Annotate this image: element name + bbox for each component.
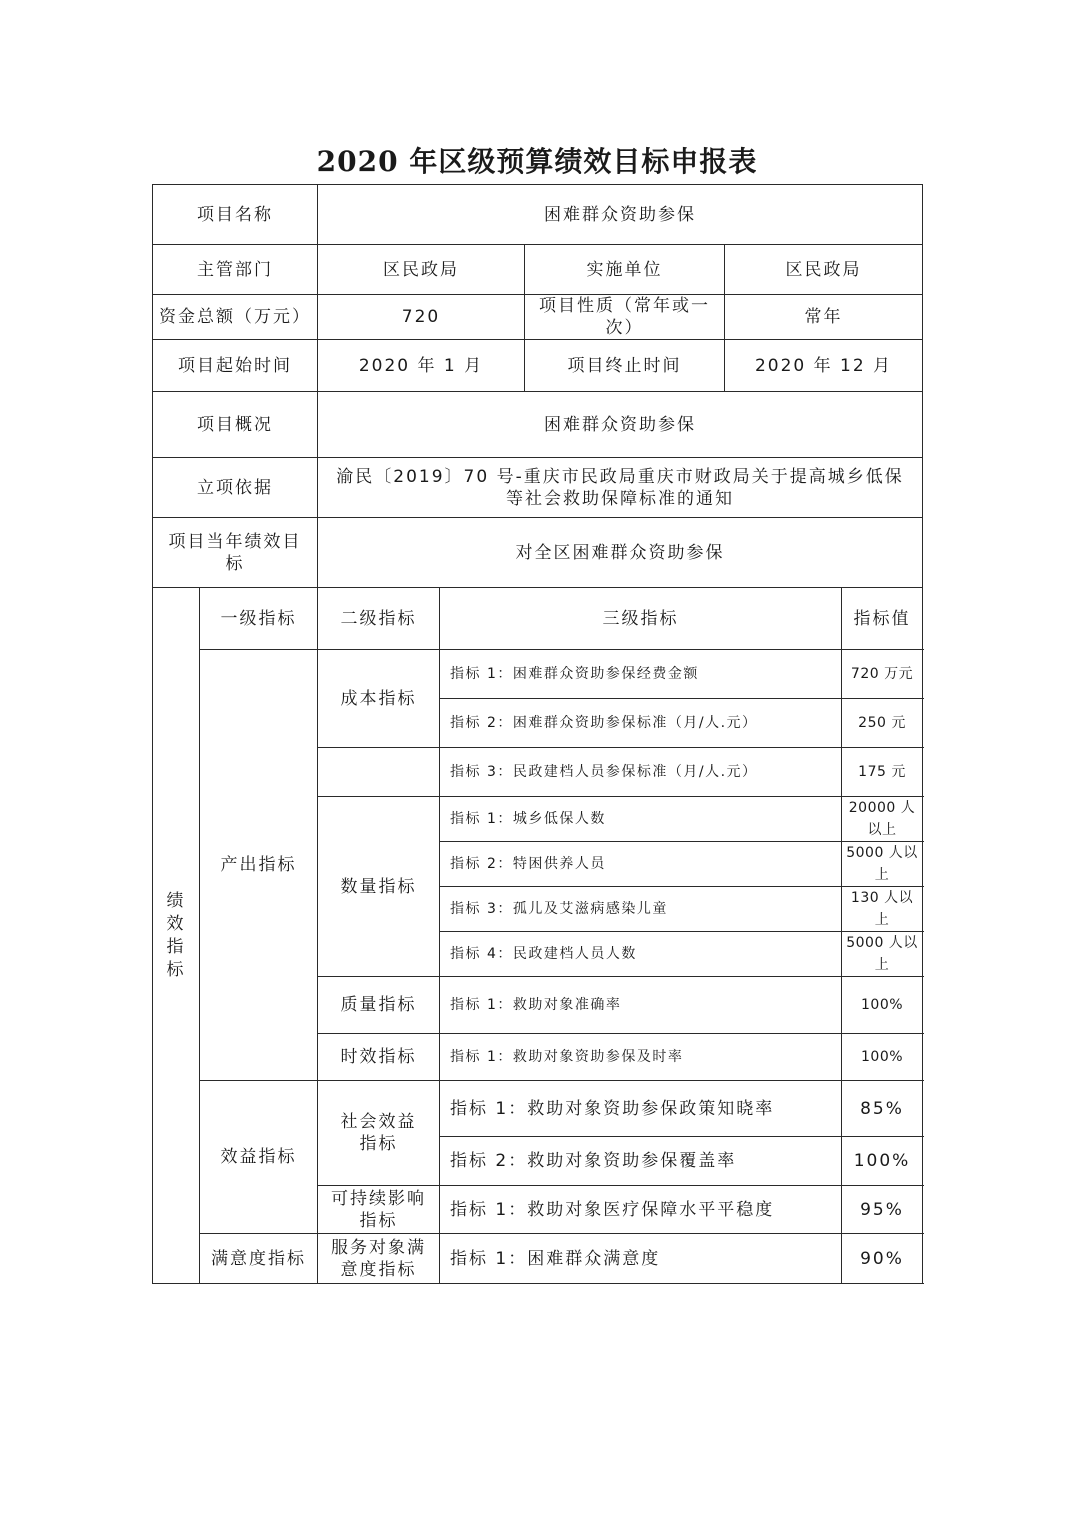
quantity-value-1: 20000 人以上: [842, 797, 923, 842]
impl-label: 实施单位: [525, 245, 725, 295]
service-satisfaction-label: 服务对象满意度指标: [318, 1234, 440, 1284]
social-benefit-label: 社会效益指标: [318, 1081, 440, 1186]
social-indicator-2: 指标 2：救助对象资助参保覆盖率: [440, 1137, 842, 1186]
sustain-indicator-1: 指标 1：救助对象医疗保障水平平稳度: [440, 1186, 842, 1234]
cost-indicator-1: 指标 1：困难群众资助参保经费金额: [440, 650, 842, 699]
satisfaction-indicator-1: 指标 1：困难群众满意度: [440, 1234, 842, 1284]
benefit-indicator-label: 效益指标: [200, 1081, 318, 1234]
goal-value: 对全区困难群众资助参保: [318, 518, 923, 588]
nature-label: 项目性质（常年或一次）: [525, 295, 725, 340]
satisfaction-value-1: 90%: [842, 1234, 923, 1284]
cost-indicator-blank-cell: [318, 748, 440, 797]
basis-value: 渝民〔2019〕70 号-重庆市民政局重庆市财政局关于提高城乡低保等社会救助保障标准的通知: [318, 458, 923, 518]
goal-label: 项目当年绩效目标: [153, 518, 318, 588]
quantity-value-2: 5000 人以上: [842, 842, 923, 887]
document-title: 2020 年区级预算绩效目标申报表: [316, 145, 758, 178]
social-value-1: 85%: [842, 1081, 923, 1137]
start-value: 2020 年 1 月: [318, 340, 525, 392]
performance-section-text: 绩效指标: [166, 890, 186, 980]
header-level2: 二级指标: [318, 588, 440, 650]
dept-value: 区民政局: [318, 245, 525, 295]
cost-value-3: 175 元: [842, 748, 923, 797]
funds-value: 720: [318, 295, 525, 340]
social-value-2: 100%: [842, 1137, 923, 1186]
project-name-value: 困难群众资助参保: [318, 185, 923, 245]
cost-indicator-3: 指标 3：民政建档人员参保标准（月/人.元）: [440, 748, 842, 797]
output-indicator-label: 产出指标: [200, 650, 318, 1081]
overview-label: 项目概况: [153, 392, 318, 458]
quantity-indicator-4: 指标 4：民政建档人员人数: [440, 932, 842, 977]
timeliness-indicator-1: 指标 1：救助对象资助参保及时率: [440, 1034, 842, 1081]
sustain-value-1: 95%: [842, 1186, 923, 1234]
basis-label: 立项依据: [153, 458, 318, 518]
satisfaction-indicator-label: 满意度指标: [200, 1234, 318, 1284]
cost-indicator-2: 指标 2：困难群众资助参保标准（月/人.元）: [440, 699, 842, 748]
social-indicator-1: 指标 1：救助对象资助参保政策知晓率: [440, 1081, 842, 1137]
timeliness-indicator-label: 时效指标: [318, 1034, 440, 1081]
end-value: 2020 年 12 月: [725, 340, 923, 392]
impl-value: 区民政局: [725, 245, 923, 295]
header-level1: 一级指标: [200, 588, 318, 650]
quantity-indicator-1: 指标 1：城乡低保人数: [440, 797, 842, 842]
performance-section-label: [153, 588, 200, 1284]
quality-value-1: 100%: [842, 977, 923, 1034]
funds-label: 资金总额（万元）: [153, 295, 318, 340]
end-label: 项目终止时间: [525, 340, 725, 392]
cost-value-1: 720 万元: [842, 650, 923, 699]
cost-value-2: 250 元: [842, 699, 923, 748]
cost-indicator-label: 成本指标: [318, 650, 440, 748]
quantity-indicator-label: 数量指标: [318, 797, 440, 977]
start-label: 项目起始时间: [153, 340, 318, 392]
sustain-indicator-label: 可持续影响指标: [318, 1186, 440, 1234]
quantity-indicator-3: 指标 3：孤儿及艾滋病感染儿童: [440, 887, 842, 932]
timeliness-value-1: 100%: [842, 1034, 923, 1081]
quantity-value-3: 130 人以上: [842, 887, 923, 932]
header-value: 指标值: [842, 588, 923, 650]
overview-value: 困难群众资助参保: [318, 392, 923, 458]
quality-indicator-1: 指标 1：救助对象准确率: [440, 977, 842, 1034]
quality-indicator-label: 质量指标: [318, 977, 440, 1034]
dept-label: 主管部门: [153, 245, 318, 295]
header-level3: 三级指标: [440, 588, 842, 650]
quantity-indicator-2: 指标 2：特困供养人员: [440, 842, 842, 887]
budget-target-form: [152, 184, 923, 1284]
quantity-value-4: 5000 人以上: [842, 932, 923, 977]
nature-value: 常年: [725, 295, 923, 340]
project-name-label: 项目名称: [153, 185, 318, 245]
